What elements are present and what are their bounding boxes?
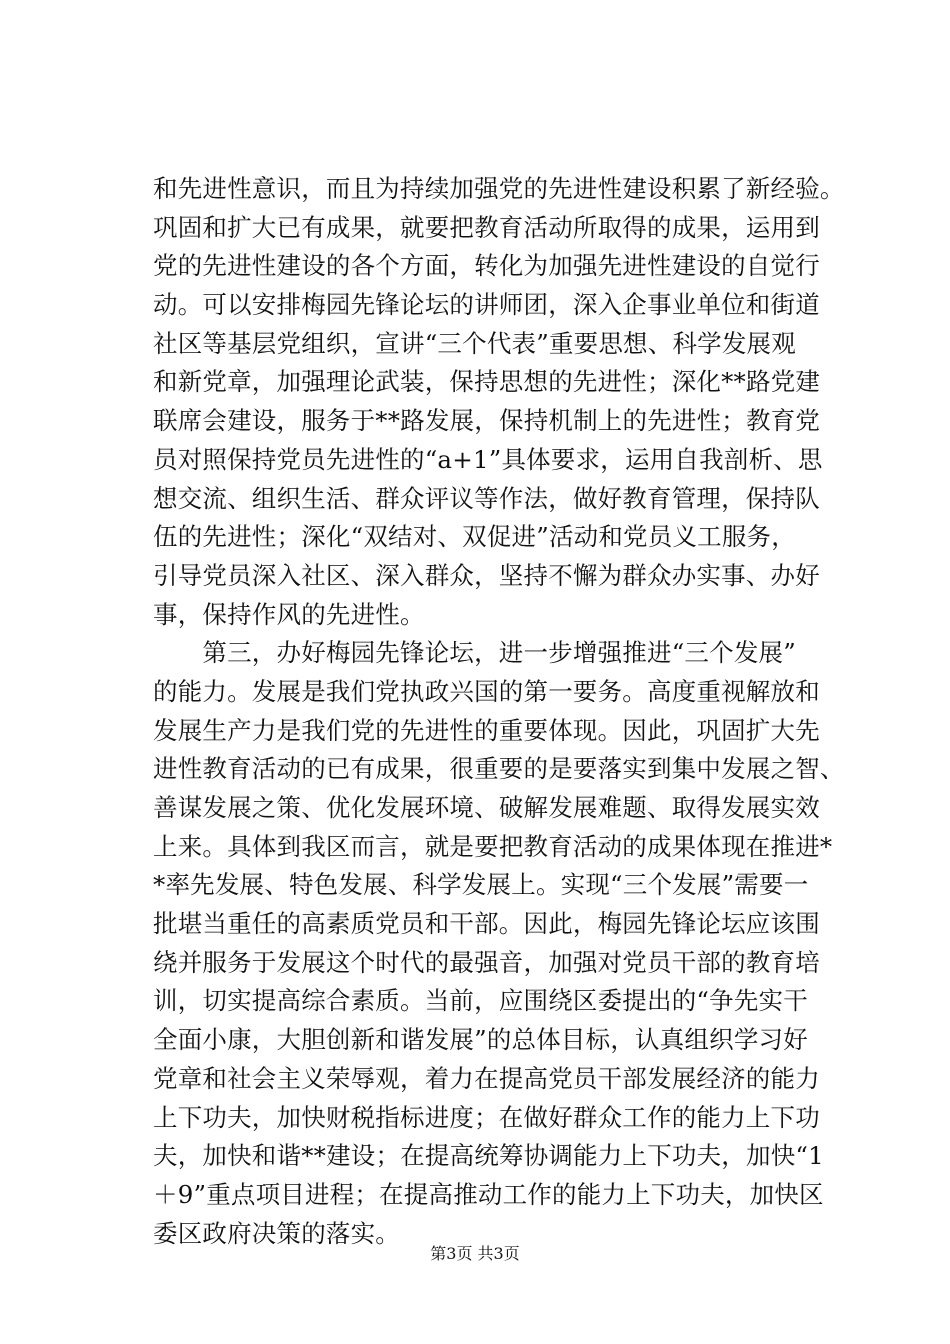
text-line: 批堪当重任的高素质党员和干部。因此，梅园先锋论坛应该围 [153, 909, 820, 939]
text-line: 事，保持作风的先进性。 [153, 599, 425, 629]
page-footer: 第3页 共3页 [430, 1244, 520, 1263]
text-line: 和新党章，加强理论武装，保持思想的先进性；深化**路党建 [153, 367, 821, 397]
text-line: 联席会建设，服务于**路发展，保持机制上的先进性；教育党 [153, 406, 821, 436]
text-line: 动。可以安排梅园先锋论坛的讲师团，深入企事业单位和街道 [153, 290, 820, 320]
text-line: 上下功夫，加快财税指标进度；在做好群众工作的能力上下功 [153, 1102, 820, 1132]
text-line: 党的先进性建设的各个方面，转化为加强先进性建设的自觉行 [153, 251, 820, 281]
text-line: ＋9”重点项目进程；在提高推动工作的能力上下功夫，加快区 [153, 1179, 824, 1209]
text-line: 引导党员深入社区、深入群众，坚持不懈为群众办实事、办好 [153, 560, 820, 590]
text-line: *率先发展、特色发展、科学发展上。实现“三个发展”需要一 [153, 870, 809, 900]
text-line: 发展生产力是我们党的先进性的重要体现。因此，巩固扩大先 [153, 715, 820, 745]
text-line: 训，切实提高综合素质。当前，应围绕区委提出的“争先实干 [153, 986, 808, 1016]
text-line: 巩固和扩大已有成果，就要把教育活动所取得的成果，运用到 [153, 212, 820, 242]
text-line: 想交流、组织生活、群众评议等作法，做好教育管理，保持队 [153, 483, 820, 513]
text-line: 上来。具体到我区而言，就是要把教育活动的成果体现在推进* [153, 831, 833, 861]
text-line: 全面小康，大胆创新和谐发展”的总体目标，认真组织学习好 [153, 1025, 808, 1055]
text-line: 夫，加快和谐**建设；在提高统筹协调能力上下功夫，加快“1 [153, 1141, 824, 1171]
text-line: 社区等基层党组织，宣讲“三个代表”重要思想、科学发展观 [153, 328, 796, 358]
text-line: 员对照保持党员先进性的“a+1”具体要求，运用自我剖析、思 [153, 444, 823, 474]
text-line: 委区政府决策的落实。 [153, 1218, 400, 1248]
text-line: 善谋发展之策、优化发展环境、破解发展难题、取得发展实效 [153, 793, 820, 822]
text-line: 第三，办好梅园先锋论坛，进一步增强推进“三个发展” [153, 638, 796, 668]
text-line: 进性教育活动的已有成果，很重要的是要落实到集中发展之智、 [153, 754, 845, 784]
text-line: 绕并服务于发展这个时代的最强音，加强对党员干部的教育培 [153, 947, 820, 977]
text-line: 的能力。发展是我们党执政兴国的第一要务。高度重视解放和 [153, 676, 820, 706]
body-text [153, 170, 845, 1253]
text-line: 伍的先进性；深化“双结对、双促进”活动和党员义工服务， [153, 522, 796, 552]
text-line: 和先进性意识，而且为持续加强党的先进性建设积累了新经验。 [153, 174, 845, 203]
text-line: 党章和社会主义荣辱观，着力在提高党员干部发展经济的能力 [153, 1063, 820, 1093]
